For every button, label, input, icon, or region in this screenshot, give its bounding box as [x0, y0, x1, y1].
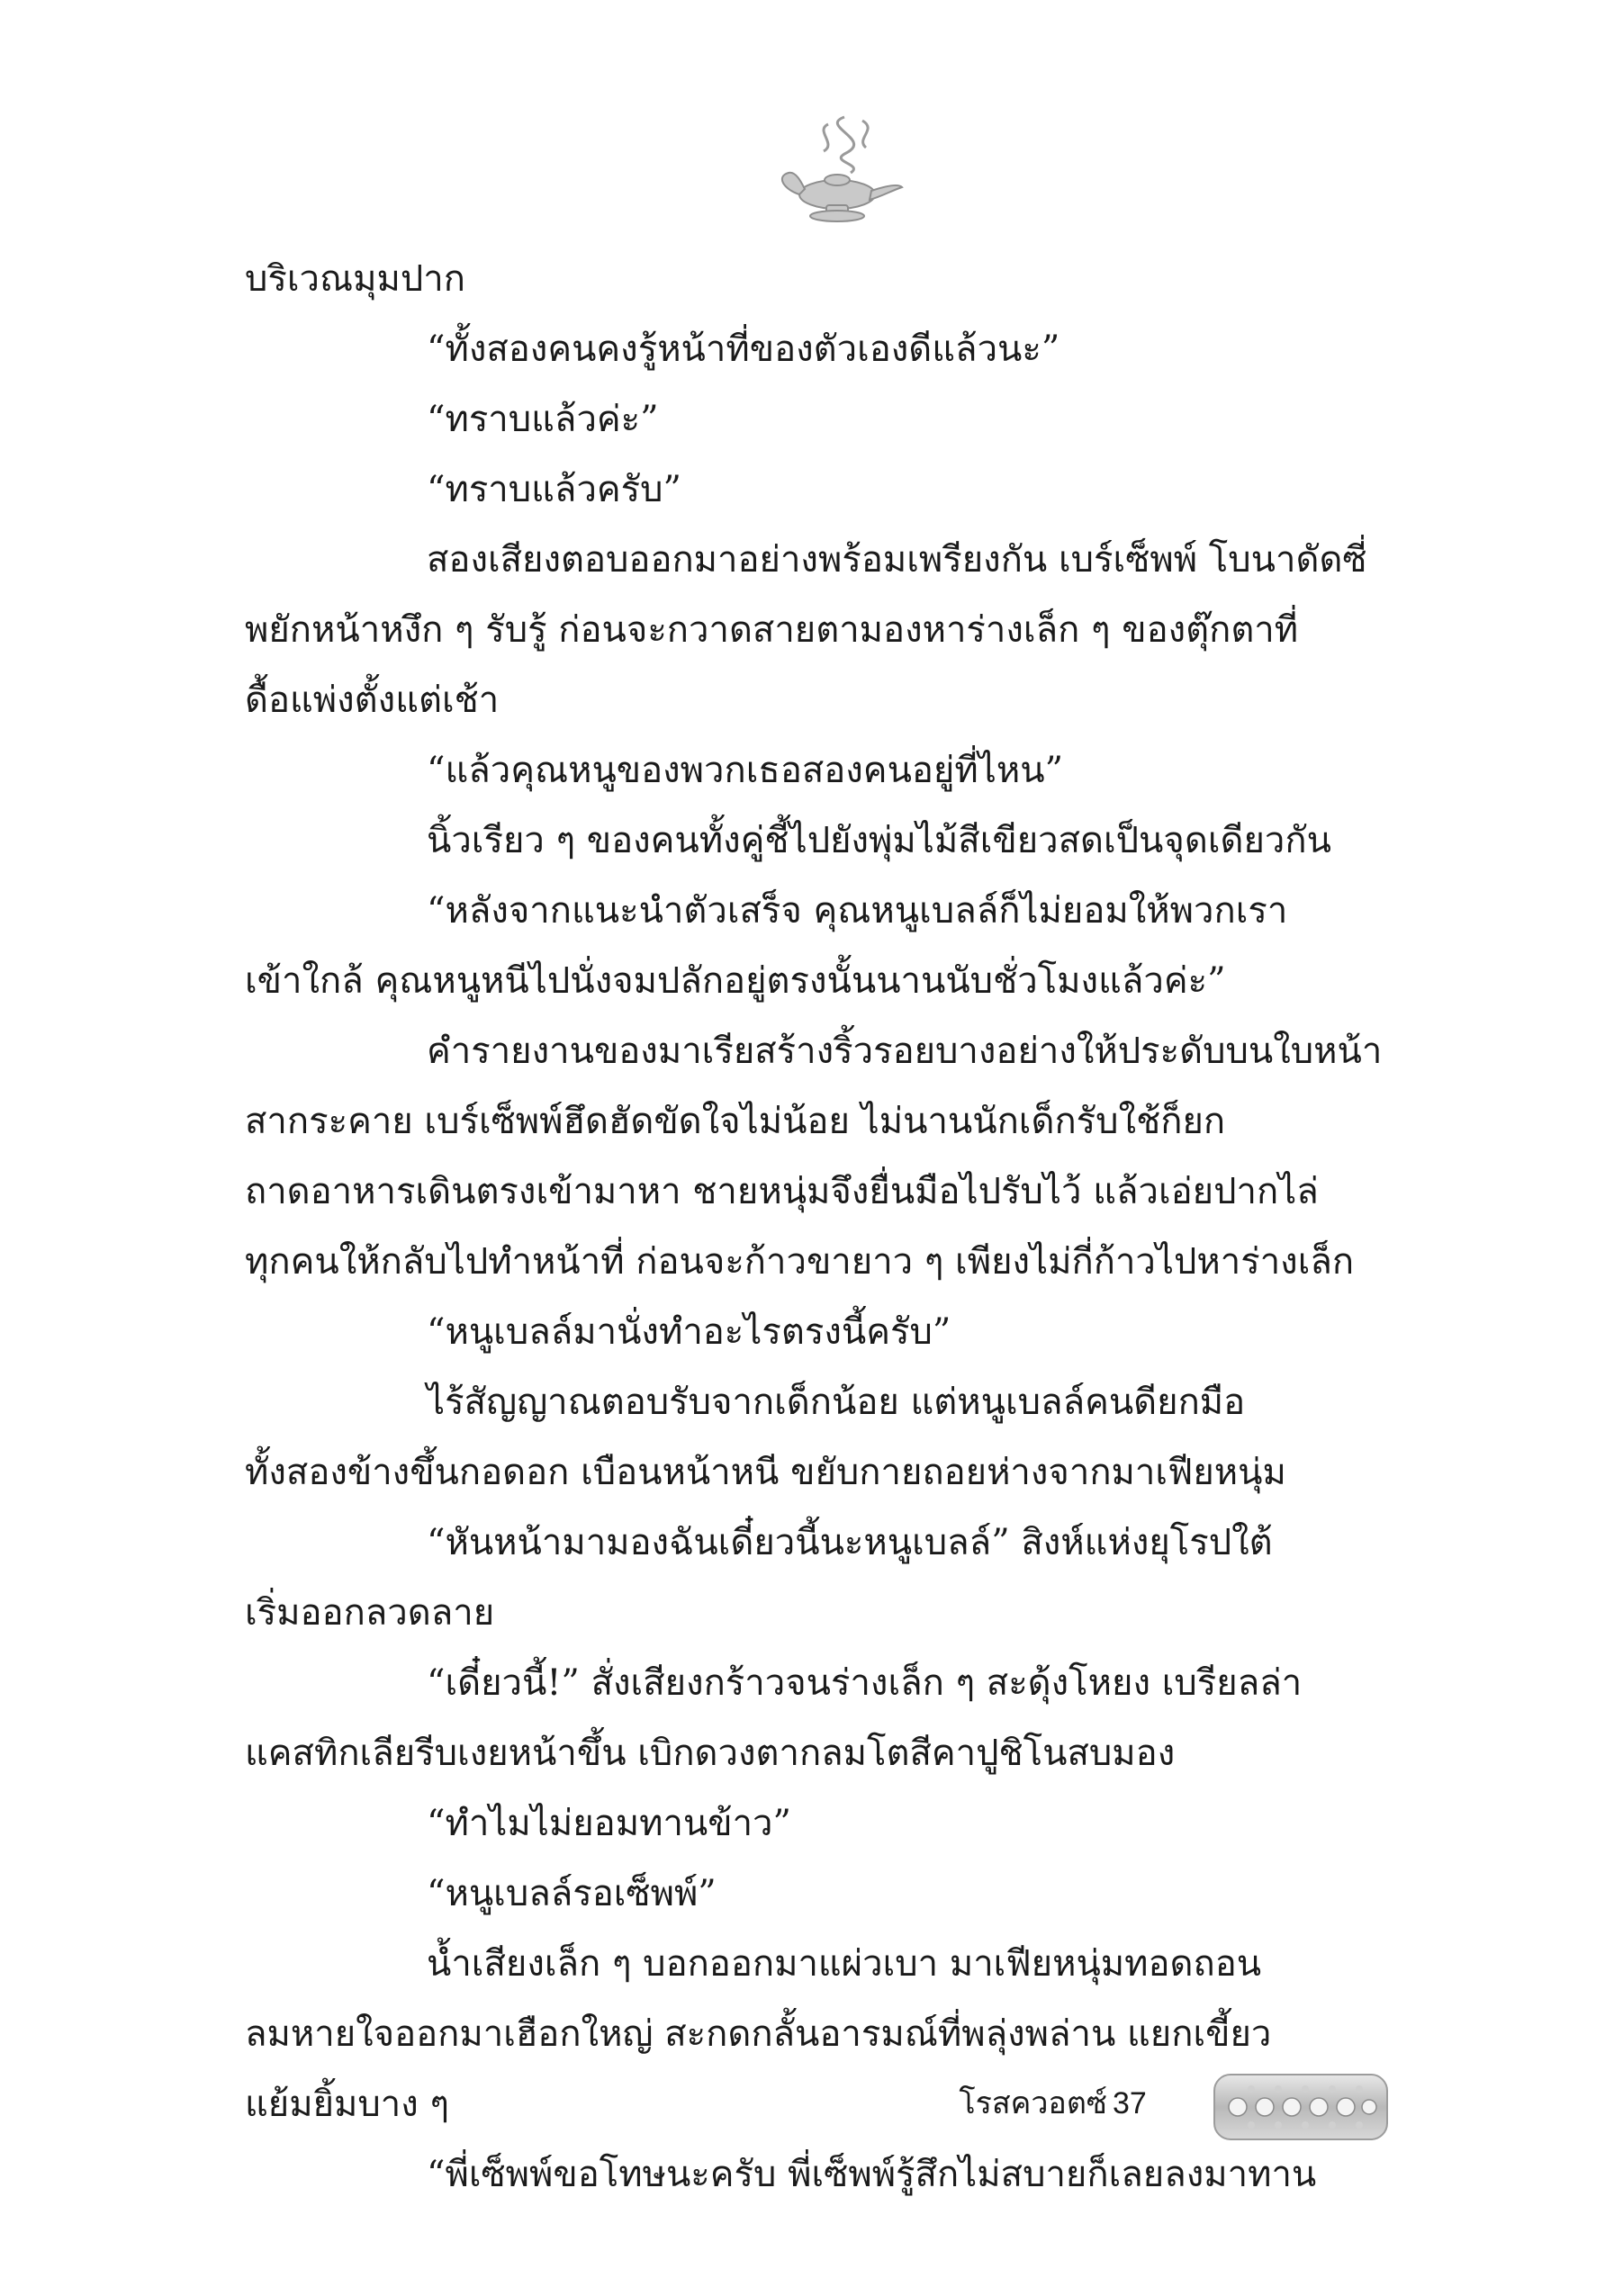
text-line: เข้าใกล้ คุณหนูหนีไปนั่งจมปลักอยู่ตรงนั้นนานนับชั่วโมงแล้วค่ะ”	[245, 960, 1226, 1002]
text-line: แย้มยิ้มบาง ๆ	[245, 2084, 449, 2125]
text-line: สากระคาย เบร์เซ็พพ์ฮึดฮัดขัดใจไม่น้อย ไม่นานนักเด็กรับใช้ก็ยก	[245, 1101, 1226, 1142]
text-line: ทั้งสองข้างขึ้นกอดอก เบือนหน้าหนี ขยับกายถอยห่างจากมาเฟียหนุ่ม	[245, 1452, 1286, 1493]
text-line: “หันหน้ามามองฉันเดี๋ยวนี้นะหนูเบลล์” สิงห์แห่งยุโรปใต้	[427, 1522, 1273, 1563]
text-line: ทุกคนให้กลับไปทำหน้าที่ ก่อนจะก้าวขายาว ๆ เพียงไม่กี่ก้าวไปหาร่างเล็ก	[245, 1241, 1355, 1283]
book-title: โรสควอตซ์	[959, 2086, 1107, 2120]
text-line: “ทราบแล้วค่ะ”	[427, 399, 659, 440]
text-line: ไร้สัญญาณตอบรับจากเด็กน้อย แต่หนูเบลล์คนดียกมือ	[427, 1382, 1246, 1423]
text-line: “ทราบแล้วครับ”	[427, 469, 681, 510]
text-line: “ทั้งสองคนคงรู้หน้าที่ของตัวเองดีแล้วนะ”	[427, 329, 1060, 370]
text-line: สองเสียงตอบออกมาอย่างพร้อมเพรียงกัน เบร์เซ็พพ์ โบนาดัดซี่	[427, 539, 1367, 581]
text-line: “ทำไมไม่ยอมทานข้าว”	[427, 1803, 791, 1844]
page-number: 37	[1113, 2086, 1147, 2120]
text-line: “หนูเบลล์รอเซ็พพ์”	[427, 1873, 717, 1914]
text-line: ดื้อแพ่งตั้งแต่เช้า	[245, 680, 500, 721]
text-line: ลมหายใจออกมาเฮือกใหญ่ สะกดกลั้นอารมณ์ที่พลุ่งพล่าน แยกเขี้ยว	[245, 2013, 1272, 2055]
text-line: “เดี๋ยวนี้!” สั่งเสียงกร้าวจนร่างเล็ก ๆ สะดุ้งโหยง เบรียลล่า	[427, 1662, 1303, 1704]
text-line: คำรายงานของมาเรียสร้างริ้วรอยบางอย่างให้ประดับบนใบหน้า	[427, 1031, 1383, 1072]
decorative-bracelet-icon	[1211, 2066, 1391, 2148]
text-line: “พี่เซ็พพ์ขอโทษนะครับ พี่เซ็พพ์รู้สึกไม่สบายก็เลยลงมาทาน	[427, 2154, 1317, 2195]
text-line: “หลังจากแนะนำตัวเสร็จ คุณหนูเบลล์ก็ไม่ยอมให้พวกเรา	[427, 890, 1288, 932]
magic-lamp-icon	[765, 108, 909, 225]
text-line: น้ำเสียงเล็ก ๆ บอกออกมาแผ่วเบา มาเฟียหนุ่มทอดถอน	[427, 1943, 1262, 1985]
text-line: “แล้วคุณหนูของพวกเธอสองคนอยู่ที่ไหน”	[427, 750, 1064, 791]
text-line: พยักหน้าหงึก ๆ รับรู้ ก่อนจะกวาดสายตามองหาร่างเล็ก ๆ ของตุ๊กตาที่	[245, 609, 1299, 651]
text-line: ถาดอาหารเดินตรงเข้ามาหา ชายหนุ่มจึงยื่นมือไปรับไว้ แล้วเอ่ยปากไล่	[245, 1171, 1319, 1212]
text-line: บริเวณมุมปาก	[245, 258, 465, 300]
text-line: นิ้วเรียว ๆ ของคนทั้งคู่ชี้ไปยังพุ่มไม้สีเขียวสดเป็นจุดเดียวกัน	[427, 820, 1331, 861]
text-line: แคสทิกเลียรีบเงยหน้าขึ้น เบิกดวงตากลมโตสีคาปูชิโนสบมอง	[245, 1733, 1176, 1774]
text-line: เริ่มออกลวดลาย	[245, 1592, 495, 1634]
text-line: “หนูเบลล์มานั่งทำอะไรตรงนี้ครับ”	[427, 1311, 951, 1353]
